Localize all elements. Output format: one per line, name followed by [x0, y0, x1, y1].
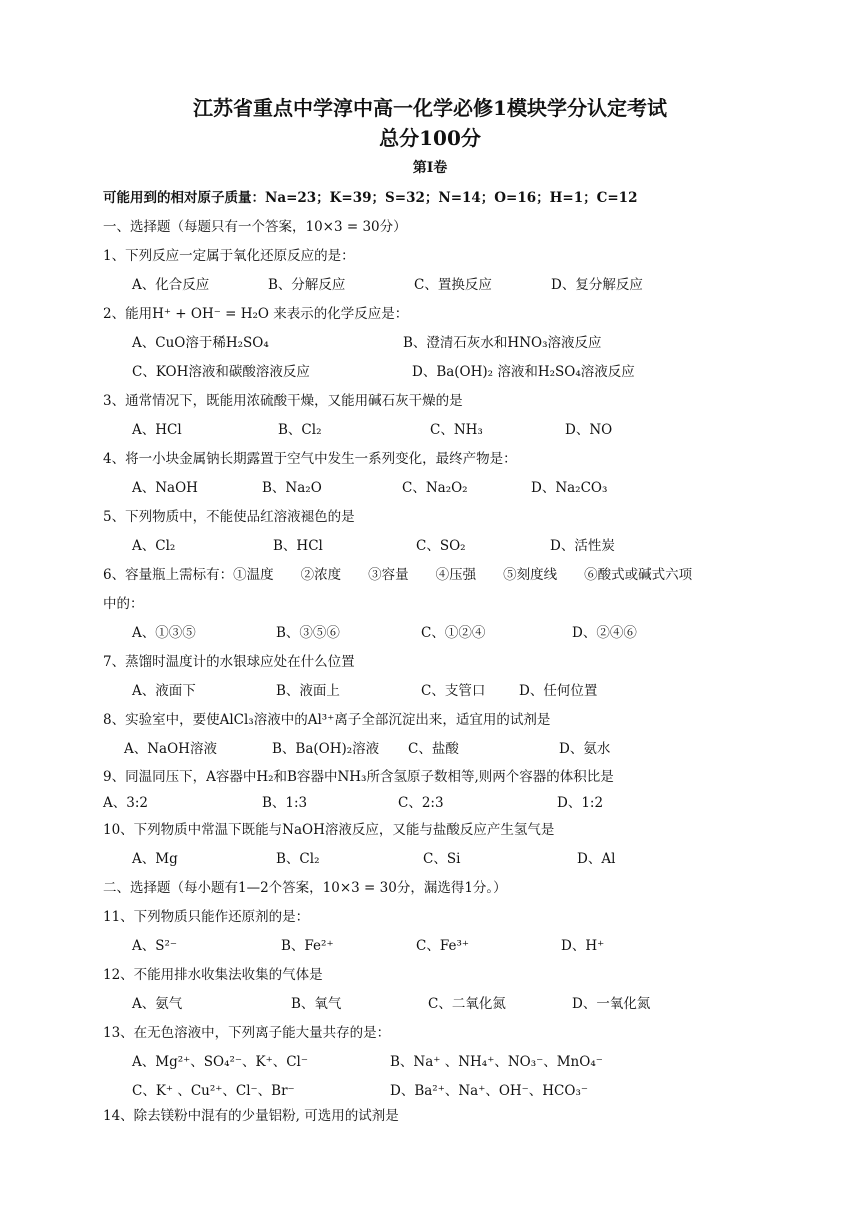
q5-option-a: A、Cl₂ [132, 538, 176, 554]
q7-stem: 7、蒸馏时温度计的水银球应处在什么位置 [103, 654, 355, 670]
q14-stem: 14、除去镁粉中混有的少量铝粉, 可选用的试剂是 [103, 1108, 399, 1124]
q6-stem: 6、容量瓶上需标有：①温度 ②浓度 ③容量 ④压强 ⑤刻度线 ⑥酸式或碱式六项 [103, 567, 693, 583]
q13-option-d: D、Ba²⁺、Na⁺、OH⁻、HCO₃⁻ [390, 1083, 588, 1099]
q2-stem: 2、能用H⁺ + OH⁻ = H₂O 来表示的化学反应是： [103, 306, 409, 322]
q13-option-c: C、K⁺ 、Cu²⁺、Cl⁻、Br⁻ [132, 1083, 295, 1099]
q1-option-b: B、分解反应 [268, 277, 346, 293]
atomic-masses: 可能用到的相对原子质量：Na=23；K=39；S=32；N=14；O=16；H=1；C=12 [103, 190, 638, 206]
q4-option-d: D、Na₂CO₃ [531, 480, 608, 496]
q2-option-b: B、澄清石灰水和HNO₃溶液反应 [403, 335, 602, 351]
q6-option-a: A、①③⑤ [132, 625, 196, 641]
q12-option-d: D、一氧化氮 [572, 996, 651, 1012]
q6-option-c: C、①②④ [421, 625, 486, 641]
q6-option-b: B、③⑤⑥ [276, 625, 340, 641]
q6-option-d: D、②④⑥ [572, 625, 637, 641]
section1-heading: 一、选择题（每题只有一个答案，10×3 = 30分） [103, 219, 407, 235]
q10-option-c: C、Si [423, 851, 461, 867]
q3-option-b: B、Cl₂ [278, 422, 322, 438]
q12-option-a: A、氨气 [132, 996, 183, 1012]
q1-option-d: D、复分解反应 [551, 277, 643, 293]
q4-option-c: C、Na₂O₂ [402, 480, 468, 496]
q2-option-a: A、CuO溶于稀H₂SO₄ [132, 335, 269, 351]
q8-option-b: B、Ba(OH)₂溶液 [272, 741, 380, 757]
q4-option-b: B、Na₂O [262, 480, 322, 496]
q4-option-a: A、NaOH [132, 480, 198, 496]
q9-option-b: B、1:3 [262, 795, 308, 811]
q2-option-d: D、Ba(OH)₂ 溶液和H₂SO₄溶液反应 [412, 364, 635, 380]
q7-option-d: D、任何位置 [519, 683, 598, 699]
q2-option-c: C、KOH溶液和碳酸溶液反应 [132, 364, 310, 380]
q11-option-d: D、H⁺ [561, 938, 605, 954]
q7-option-c: C、支管口 [421, 683, 486, 699]
q7-option-b: B、液面上 [276, 683, 340, 699]
q10-option-a: A、Mg [132, 851, 178, 867]
q12-option-b: B、氧气 [291, 996, 342, 1012]
q11-option-b: B、Fe²⁺ [281, 938, 334, 954]
q8-option-d: D、氨水 [559, 741, 611, 757]
q9-option-d: D、1:2 [557, 795, 604, 811]
q5-option-d: D、活性炭 [550, 538, 615, 554]
q13-option-a: A、Mg²⁺、SO₄²⁻、K⁺、Cl⁻ [132, 1054, 309, 1070]
q13-stem: 13、在无色溶液中，下列离子能大量共存的是： [103, 1025, 391, 1041]
section2-heading: 二、选择题（每小题有1—2个答案，10×3 = 30分，漏选得1分。） [103, 880, 507, 896]
q9-option-c: C、2:3 [398, 795, 444, 811]
q7-option-a: A、液面下 [132, 683, 196, 699]
q1-stem: 1、下列反应一定属于氧化还原反应的是： [103, 248, 355, 264]
q5-option-b: B、HCl [273, 538, 323, 554]
q1-option-c: C、置换反应 [414, 277, 492, 293]
q9-option-a: A、3:2 [103, 795, 148, 811]
q10-option-d: D、Al [577, 851, 616, 867]
q11-option-c: C、Fe³⁺ [416, 938, 469, 954]
exam-title: 江苏省重点中学淳中高一化学必修1模块学分认定考试 [193, 96, 667, 120]
q10-stem: 10、下列物质中常温下既能与NaOH溶液反应，又能与盐酸反应产生氢气是 [103, 822, 555, 838]
q3-option-d: D、NO [565, 422, 613, 438]
volume-label: 第Ⅰ卷 [412, 160, 448, 176]
q4-stem: 4、将一小块金属钠长期露置于空气中发生一系列变化，最终产物是： [103, 451, 517, 467]
q10-option-b: B、Cl₂ [276, 851, 320, 867]
q12-option-c: C、二氧化氮 [428, 996, 506, 1012]
q9-stem: 9、同温同压下，A容器中H₂和B容器中NH₃所含氢原子数相等,则两个容器的体积比是 [103, 769, 614, 785]
total-score: 总分100分 [379, 126, 481, 150]
q13-option-b: B、Na⁺ 、NH₄⁺、NO₃⁻、MnO₄⁻ [390, 1054, 603, 1070]
q3-stem: 3、通常情况下，既能用浓硫酸干燥，又能用碱石灰干燥的是 [103, 393, 463, 409]
q3-option-c: C、NH₃ [430, 422, 483, 438]
q8-option-c: C、盐酸 [408, 741, 459, 757]
q3-option-a: A、HCl [132, 422, 182, 438]
q5-option-c: C、SO₂ [416, 538, 466, 554]
q11-option-a: A、S²⁻ [132, 938, 178, 954]
q12-stem: 12、不能用排水收集法收集的气体是 [103, 967, 323, 983]
q8-stem: 8、实验室中，要使AlCl₃溶液中的Al³⁺离子全部沉淀出来，适宜用的试剂是 [103, 712, 551, 728]
q11-stem: 11、下列物质只能作还原剂的是： [103, 909, 310, 925]
q5-stem: 5、下列物质中，不能使品红溶液褪色的是 [103, 509, 355, 525]
q6-stem-continued: 中的： [103, 596, 144, 612]
q1-option-a: A、化合反应 [132, 277, 210, 293]
q8-option-a: A、NaOH溶液 [124, 741, 217, 757]
